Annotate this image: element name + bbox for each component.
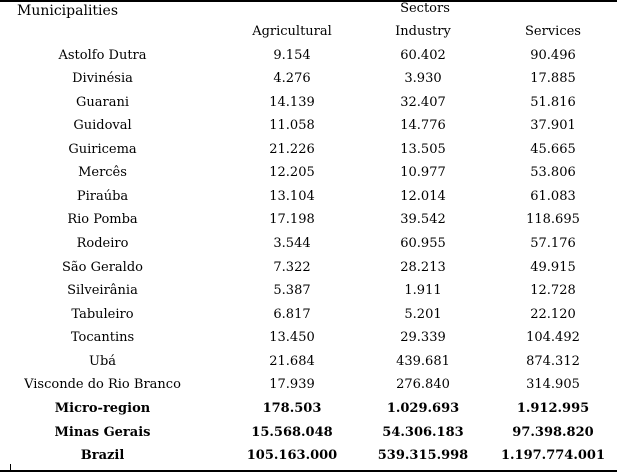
table-bottom-rule [0,470,617,472]
table-row [0,236,617,259]
agricultural-value: 178.503 [262,401,322,416]
services-value: 1.197.774.001 [500,448,606,463]
industry-value: 39.542 [400,212,446,227]
industry-value: 13.505 [400,142,446,157]
industry-value: 10.977 [400,165,446,180]
municipality-name: Astolfo Dutra [58,48,147,63]
municipality-name: Ubá [88,354,117,369]
table-row [0,307,617,330]
table-row [0,71,617,94]
table-row [0,283,617,306]
agricultural-value: 5.387 [273,283,311,298]
services-value: 49.915 [530,260,576,275]
agricultural-value: 3.544 [273,236,311,251]
agricultural-value: 11.058 [269,118,315,133]
services-value: 53.806 [530,165,576,180]
municipality-name: São Geraldo [62,260,143,275]
municipality-name: Tabuleiro [71,307,134,322]
agricultural-value: 6.817 [273,307,311,322]
table-row [0,377,617,400]
industry-value: 539.315.998 [377,448,469,463]
municipality-name: Silveirânia [67,283,138,298]
agricultural-value: 13.104 [269,189,315,204]
services-value: 22.120 [530,307,576,322]
agricultural-value: 4.276 [273,71,311,86]
services-value: 1.912.995 [516,401,590,416]
services-value: 90.496 [530,48,576,63]
services-value: 51.816 [530,95,576,110]
agricultural-value: 12.205 [269,165,315,180]
sectors-header: Sectors [400,1,450,16]
industry-value: 60.955 [400,236,446,251]
municipality-name: Guidoval [73,118,132,133]
table-row [0,330,617,353]
services-value: 17.885 [530,71,576,86]
municipality-name: Mercês [78,165,127,180]
table-row [0,212,617,235]
services-value: 314.905 [526,377,580,392]
total-row-brazil [0,448,617,471]
agricultural-value: 17.939 [269,377,315,392]
services-value: 61.083 [530,189,576,204]
industry-value: 14.776 [400,118,446,133]
agricultural-value: 9.154 [273,48,311,63]
industry-value: 32.407 [400,95,446,110]
industry-value: 28.213 [400,260,446,275]
services-value: 874.312 [526,354,580,369]
region-name: Minas Gerais [54,425,151,440]
region-name: Brazil [80,448,125,463]
table-top-rule [0,0,617,2]
column-header-agricultural: Agricultural [252,24,332,39]
industry-value: 54.306.183 [382,425,464,440]
total-row-minas-gerais [0,425,617,448]
total-row-micro-region [0,401,617,424]
agricultural-value: 13.450 [269,330,315,345]
services-value: 97.398.820 [512,425,594,440]
industry-value: 12.014 [400,189,446,204]
agricultural-value: 7.322 [273,260,311,275]
services-value: 45.665 [530,142,576,157]
municipality-name: Rio Pomba [67,212,138,227]
table-row [0,354,617,377]
agricultural-value: 21.684 [269,354,315,369]
industry-value: 5.201 [404,307,442,322]
industry-value: 439.681 [396,354,450,369]
services-value: 12.728 [530,283,576,298]
industry-value: 1.029.693 [386,401,460,416]
agricultural-value: 21.226 [269,142,315,157]
municipality-name: Guiricema [68,142,137,157]
services-value: 37.901 [530,118,576,133]
municipality-name: Rodeiro [76,236,129,251]
industry-value: 60.402 [400,48,446,63]
table-row [0,142,617,165]
table-row [0,165,617,188]
table-row [0,260,617,283]
table-row [0,48,617,71]
agricultural-value: 105.163.000 [246,448,338,463]
agricultural-value: 14.139 [269,95,315,110]
municipality-name: Divinésia [72,71,133,86]
agricultural-value: 17.198 [269,212,315,227]
agricultural-value: 15.568.048 [251,425,333,440]
municipality-name: Guarani [75,95,129,110]
region-name: Micro-region [54,401,151,416]
table-row [0,95,617,118]
municipality-name: Tocantins [70,330,135,345]
municipality-name: Visconde do Rio Branco [24,377,181,392]
services-value: 118.695 [526,212,580,227]
services-value: 57.176 [530,236,576,251]
industry-value: 3.930 [404,71,442,86]
industry-value: 29.339 [400,330,446,345]
column-header-services: Services [525,24,581,39]
industry-value: 276.840 [396,377,450,392]
table-row [0,189,617,212]
municipality-name: Piraúba [76,189,129,204]
column-header-industry: Industry [395,24,451,39]
services-value: 104.492 [526,330,580,345]
table-row [0,118,617,141]
municipalities-header: Municipalities [17,3,119,19]
industry-value: 1.911 [404,283,442,298]
